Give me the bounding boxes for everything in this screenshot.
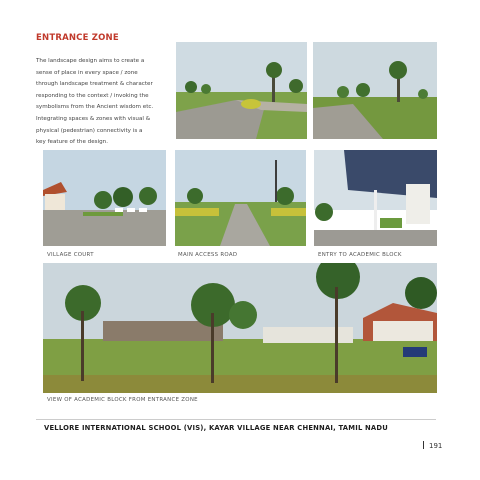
intro-line: responding to the context / invoking the <box>36 92 149 99</box>
photo-entrance-lawn <box>313 42 437 139</box>
intro-line: key feature of the design. <box>36 139 109 146</box>
footer-title: VELLORE INTERNATIONAL SCHOOL (VIS), KAYAR VILLAGE NEAR CHENNAI, TAMIL NADU <box>44 424 388 432</box>
photo-entry-academic-block <box>314 150 437 246</box>
page-number-bar <box>423 441 424 449</box>
caption-view-academic-block: VIEW OF ACADEMIC BLOCK FROM ENTRANCE ZONE <box>47 397 198 403</box>
photo-entrance-pathway <box>176 42 307 139</box>
photo-main-access-road <box>175 150 306 246</box>
intro-line: The landscape design aims to create a <box>36 58 145 64</box>
intro-line: sense of place in every space / zone <box>36 69 138 76</box>
page-number-value: 191 <box>429 442 443 450</box>
caption-entry-academic-block: ENTRY TO ACADEMIC BLOCK <box>318 252 402 258</box>
photo-view-academic-block <box>43 263 437 393</box>
intro-paragraph <box>36 56 170 149</box>
intro-line: symbolisms from the Ancient wisdom etc. <box>36 104 154 111</box>
caption-main-access-road: MAIN ACCESS ROAD <box>178 252 238 258</box>
intro-line: Integrating spaces & zones with visual & <box>36 115 151 122</box>
intro-line: through landscape treatment & character <box>36 81 153 88</box>
footer-divider <box>36 419 436 420</box>
page-number <box>423 441 442 450</box>
photo-village-court <box>43 150 166 246</box>
caption-village-court: VILLAGE COURT <box>47 252 94 258</box>
intro-line: physical (pedestrian) connectivity is a <box>36 127 143 134</box>
section-title: ENTRANCE ZONE <box>36 33 119 43</box>
